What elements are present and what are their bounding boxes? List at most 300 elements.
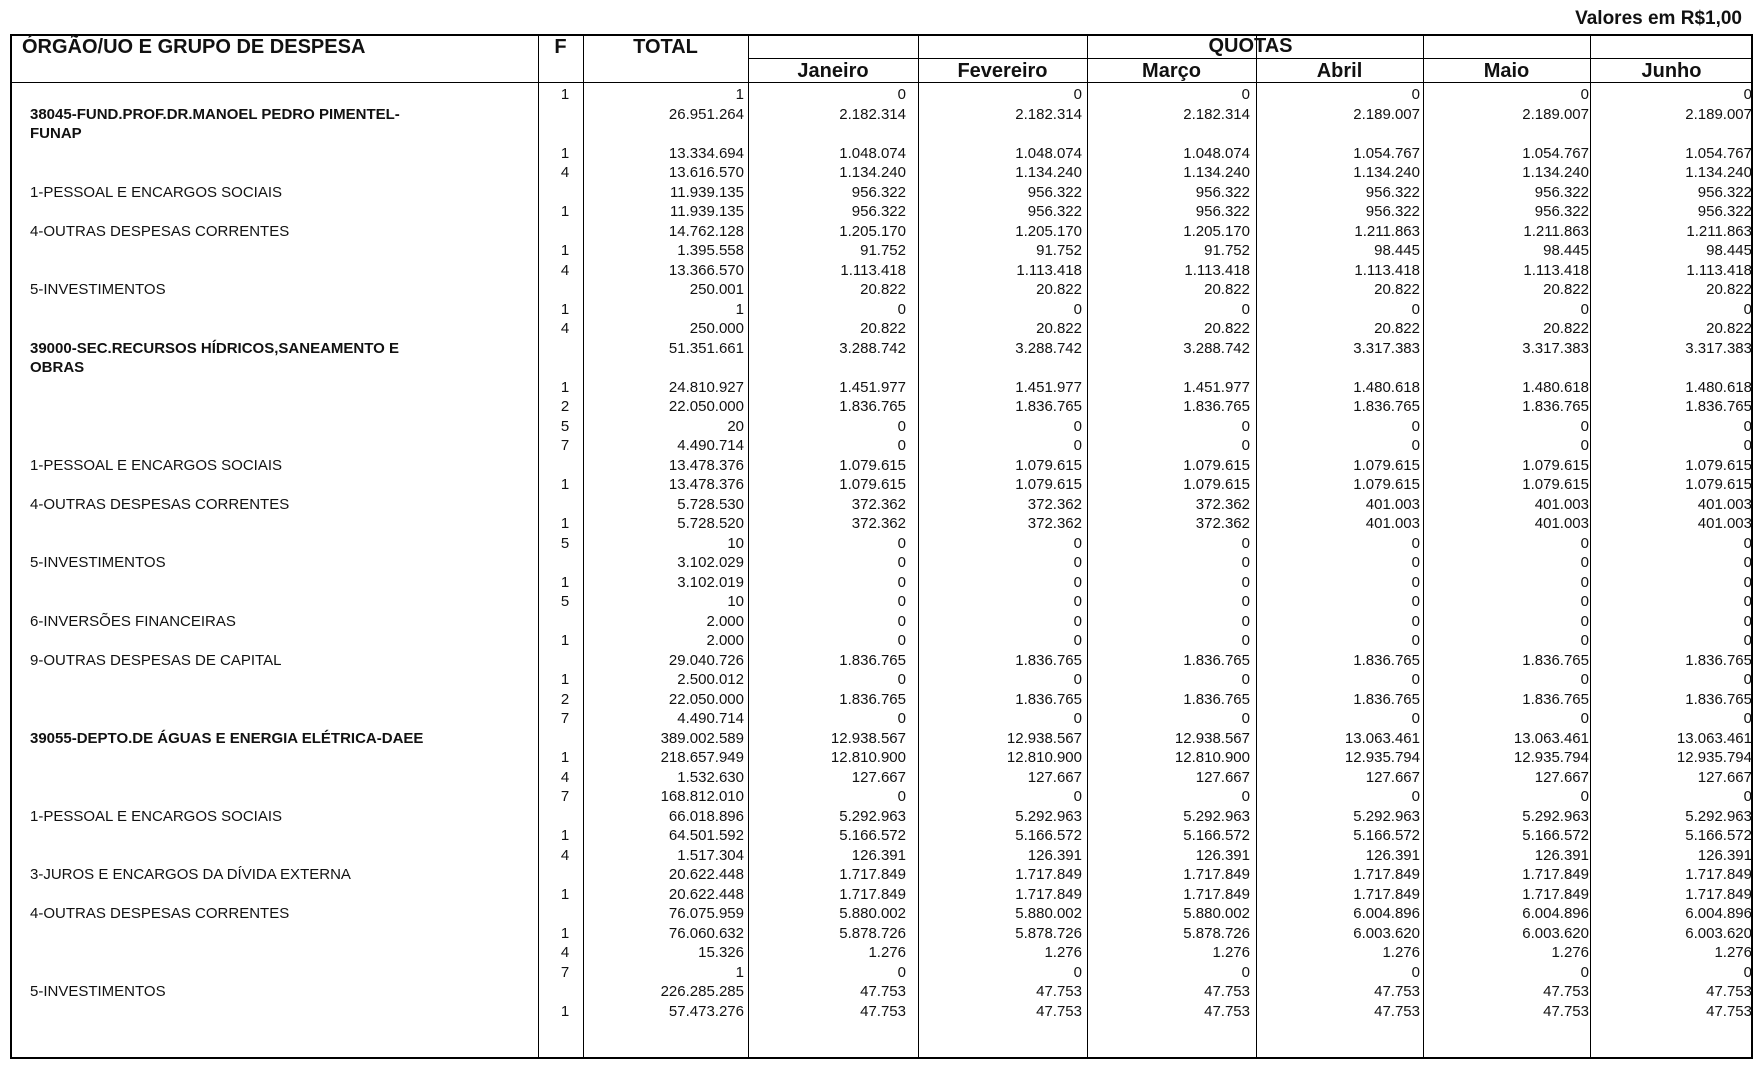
fonte-code: 1: [560, 300, 570, 318]
total-value: 4.490.714: [677, 710, 744, 727]
total-value: 3.102.019: [677, 573, 744, 591]
quota-value: 1.134.240: [1015, 164, 1082, 181]
fonte-code: 1: [560, 144, 570, 162]
quota-value: 0: [1743, 86, 1752, 103]
total-value: 1.532.630: [677, 768, 744, 786]
quota-value: 0: [1073, 437, 1082, 454]
quota-value: 956.322: [1027, 183, 1082, 201]
table-row: [12, 242, 1752, 262]
quota-value: 127.667: [1365, 768, 1420, 786]
table-row: [12, 418, 1752, 438]
total-value: 22.050.000: [668, 690, 744, 708]
quota-value: 956.322: [851, 183, 906, 201]
quota-value: 0: [1073, 573, 1082, 591]
quota-value: 3.317.383: [1522, 339, 1589, 357]
units-label: Valores em R$1,00: [1575, 8, 1742, 29]
fonte-code: 4: [560, 944, 570, 961]
quota-value: 0: [1411, 300, 1420, 318]
quota-value: 0: [1411, 417, 1420, 435]
quota-value: 47.753: [1543, 1002, 1589, 1020]
quota-value: 1.717.849: [1183, 866, 1250, 883]
quota-value: 0: [1073, 710, 1082, 727]
quota-value: 0: [1241, 788, 1250, 805]
quota-value: 12.810.900: [830, 749, 906, 766]
table-row: [12, 886, 1752, 906]
quota-value: 1.113.418: [1184, 261, 1250, 279]
quota-value: 126.391: [1195, 846, 1250, 864]
quota-value: 0: [1743, 554, 1752, 571]
quota-value: 0: [1073, 788, 1082, 805]
total-value: 76.060.632: [668, 924, 744, 942]
quota-value: 0: [897, 632, 906, 649]
quota-value: 0: [1743, 573, 1752, 591]
quota-value: 1.079.615: [839, 476, 906, 493]
total-value: 20: [727, 417, 744, 435]
quota-value: 3.317.383: [1685, 339, 1752, 357]
quota-value: 0: [1241, 300, 1250, 318]
total-value: 13.334.694: [668, 144, 744, 162]
quota-value: 2.189.007: [1353, 105, 1420, 123]
quota-value: 5.878.726: [1015, 924, 1082, 942]
table-row: [12, 262, 1752, 282]
quota-value: 127.667: [1027, 768, 1082, 786]
table-row: [12, 652, 1752, 672]
quota-value: 91.752: [1204, 242, 1250, 259]
header-month: Abril: [1316, 60, 1363, 82]
fonte-code: 1: [560, 476, 570, 493]
quota-value: 0: [1580, 612, 1589, 630]
total-value: 1.517.304: [677, 846, 744, 864]
fonte-code: 7: [560, 710, 570, 727]
total-value: 11.939.135: [670, 183, 744, 201]
quota-value: 0: [897, 671, 906, 688]
quota-value: 1.717.849: [1183, 885, 1250, 903]
quota-value: 1.276: [868, 944, 906, 961]
header-total: TOTAL: [633, 36, 698, 58]
quota-value: 5.880.002: [1015, 905, 1082, 922]
quota-value: 126.391: [1365, 846, 1420, 864]
row-label: 5-INVESTIMENTOS: [30, 983, 166, 1000]
total-value: 76.075.959: [668, 905, 744, 922]
quota-value: 13.063.461: [1344, 729, 1420, 747]
table-row: [12, 769, 1752, 789]
quota-value: 1.134.240: [1522, 164, 1589, 181]
quota-value: 1.836.765: [1685, 398, 1752, 415]
quota-value: 20.822: [1543, 320, 1589, 337]
total-value: 10: [727, 593, 744, 610]
row-label: 1-PESSOAL E ENCARGOS SOCIAIS: [30, 807, 283, 825]
row-label: 1-PESSOAL E ENCARGOS SOCIAIS: [30, 456, 283, 474]
quota-value: 0: [1411, 86, 1420, 103]
quota-value: 956.322: [1027, 203, 1082, 220]
quota-value: 1.480.618: [1353, 378, 1420, 396]
total-value: 26.951.264: [668, 105, 744, 123]
total-value: 10: [727, 534, 744, 552]
row-label: 5-INVESTIMENTOS: [30, 281, 166, 298]
total-value: 226.285.285: [660, 983, 744, 1000]
quota-value: 12.938.567: [1006, 729, 1082, 747]
quota-value: 127.667: [1697, 768, 1752, 786]
quota-value: 1.717.849: [839, 885, 906, 903]
table-row: [12, 320, 1752, 340]
quota-value: 401.003: [1534, 515, 1589, 532]
quota-value: 0: [1580, 417, 1589, 435]
quota-value: 1.211.863: [1686, 222, 1752, 240]
quota-value: 47.753: [1374, 983, 1420, 1000]
fonte-code: 5: [560, 417, 570, 435]
quota-value: 1.276: [1044, 944, 1082, 961]
total-value: 51.351.661: [668, 339, 744, 357]
quota-value: 956.322: [1697, 183, 1752, 201]
quota-value: 20.822: [1706, 320, 1752, 337]
quota-value: 0: [1241, 593, 1250, 610]
header-month: Março: [1142, 60, 1201, 82]
quota-value: 0: [1241, 554, 1250, 571]
total-value: 250.001: [689, 281, 744, 298]
quota-value: 0: [1743, 612, 1752, 630]
quota-value: 5.292.963: [1015, 807, 1082, 825]
fonte-code: 2: [560, 398, 570, 415]
quota-value: 5.292.963: [1353, 807, 1420, 825]
quota-value: 0: [1580, 671, 1589, 688]
table-row: [12, 203, 1752, 223]
quota-value: 6.004.896: [1353, 905, 1420, 922]
total-value: 64.501.592: [668, 827, 744, 844]
table-row: [12, 983, 1752, 1003]
quota-value: 1.836.765: [839, 690, 906, 708]
quota-value: 98.445: [1374, 242, 1420, 259]
quota-value: 1.211.863: [1354, 222, 1420, 240]
quota-value: 0: [1241, 612, 1250, 630]
table-row: [12, 301, 1752, 321]
row-label: 38045-FUND.PROF.DR.MANOEL PEDRO PIMENTEL-: [30, 105, 400, 123]
quota-value: 5.880.002: [1183, 905, 1250, 922]
table-row: [12, 964, 1752, 984]
quota-value: 1.836.765: [1183, 690, 1250, 708]
fonte-code: 1: [560, 671, 570, 688]
quota-value: 5.292.963: [1685, 807, 1752, 825]
quota-value: 1.717.849: [1353, 866, 1420, 883]
quota-value: 6.004.896: [1685, 905, 1752, 922]
quota-value: 126.391: [1697, 846, 1752, 864]
quota-value: 126.391: [1027, 846, 1082, 864]
quota-value: 1.079.615: [1015, 476, 1082, 493]
quota-value: 0: [1073, 417, 1082, 435]
quota-value: 1.836.765: [1353, 651, 1420, 669]
quota-value: 1.048.074: [839, 144, 906, 162]
quota-value: 1.717.849: [1015, 866, 1082, 883]
quota-value: 20.822: [860, 320, 906, 337]
quota-value: 5.166.572: [1522, 827, 1589, 844]
quota-value: 1.134.240: [839, 164, 906, 181]
quota-value: 0: [1411, 554, 1420, 571]
table-row: [12, 613, 1752, 633]
quota-value: 0: [1580, 86, 1589, 103]
quota-value: 956.322: [1365, 203, 1420, 220]
quota-value: 0: [897, 788, 906, 805]
quota-value: 1.836.765: [1522, 690, 1589, 708]
quota-value: 1.836.765: [1685, 651, 1752, 669]
row-label: 4-OUTRAS DESPESAS CORRENTES: [30, 495, 290, 513]
total-value: 11.939.135: [670, 203, 744, 220]
quota-value: 5.166.572: [1183, 827, 1250, 844]
quota-value: 956.322: [1534, 203, 1589, 220]
quota-value: 5.292.963: [1522, 807, 1589, 825]
table-row: [12, 554, 1752, 574]
header-month: Junho: [1641, 60, 1702, 82]
table-row: [12, 476, 1752, 496]
table-row: [12, 574, 1752, 594]
quota-value: 1.836.765: [839, 651, 906, 669]
fonte-code: 1: [560, 827, 570, 844]
quota-value: 20.822: [1204, 320, 1250, 337]
quota-value: 0: [1241, 417, 1250, 435]
quota-value: 0: [1743, 632, 1752, 649]
quota-value: 956.322: [1195, 203, 1250, 220]
quota-value: 3.288.742: [1183, 339, 1250, 357]
quota-value: 5.166.572: [1685, 827, 1752, 844]
quota-value: 0: [1241, 710, 1250, 727]
total-value: 389.002.589: [660, 729, 744, 747]
table-row: [12, 808, 1752, 828]
quota-value: 12.935.794: [1676, 749, 1752, 766]
row-label: 39055-DEPTO.DE ÁGUAS E ENERGIA ELÉTRICA-DAEE: [30, 729, 424, 747]
quota-value: 47.753: [1204, 1002, 1250, 1020]
quota-value: 0: [1743, 437, 1752, 454]
quota-value: 1.113.418: [1523, 261, 1589, 279]
quota-value: 3.288.742: [839, 339, 906, 357]
quota-value: 12.935.794: [1344, 749, 1420, 766]
quota-value: 98.445: [1706, 242, 1752, 259]
total-value: 1: [735, 300, 744, 318]
total-value: 14.762.128: [668, 222, 744, 240]
quota-value: 3.317.383: [1353, 339, 1420, 357]
quota-value: 1.836.765: [1522, 398, 1589, 415]
header-quotas: QUOTAS: [1208, 35, 1293, 57]
quota-value: 0: [1073, 612, 1082, 630]
quota-value: 1.836.765: [1183, 398, 1250, 415]
quota-value: 0: [1073, 534, 1082, 552]
quota-value: 20.822: [1706, 281, 1752, 298]
quota-value: 1.836.765: [1183, 651, 1250, 669]
quota-value: 126.391: [1534, 846, 1589, 864]
table-row: [12, 847, 1752, 867]
quota-value: 6.003.620: [1353, 924, 1420, 942]
quota-value: 0: [1241, 534, 1250, 552]
quota-value: 6.003.620: [1685, 924, 1752, 942]
table-row: [12, 730, 1752, 750]
quota-value: 3.288.742: [1015, 339, 1082, 357]
table-row: [12, 691, 1752, 711]
quota-value: 2.182.314: [839, 105, 906, 123]
quota-value: 0: [1411, 671, 1420, 688]
fonte-code: 1: [560, 86, 570, 103]
quota-value: 1.451.977: [1183, 378, 1250, 396]
quota-value: 13.063.461: [1513, 729, 1589, 747]
quota-value: 0: [1073, 593, 1082, 610]
fonte-code: 5: [560, 593, 570, 610]
quota-value: 126.391: [851, 846, 906, 864]
quota-value: 0: [897, 573, 906, 591]
quota-value: 127.667: [1534, 768, 1589, 786]
quota-value: 1.134.240: [1353, 164, 1420, 181]
quota-value: 0: [1743, 300, 1752, 318]
quota-value: 0: [1580, 554, 1589, 571]
quota-value: 12.935.794: [1513, 749, 1589, 766]
total-value: 13.478.376: [668, 476, 744, 493]
quota-value: 47.753: [1543, 983, 1589, 1000]
quota-value: 47.753: [1204, 983, 1250, 1000]
quota-value: 1.134.240: [1685, 164, 1752, 181]
row-label: 6-INVERSÕES FINANCEIRAS: [30, 612, 236, 630]
table-row: [12, 223, 1752, 243]
quota-value: 1.113.418: [840, 261, 906, 279]
row-label: 9-OUTRAS DESPESAS DE CAPITAL: [30, 651, 282, 669]
quota-value: 1.480.618: [1522, 378, 1589, 396]
quota-value: 1.451.977: [839, 378, 906, 396]
table-row: [12, 105, 1752, 142]
quota-value: 6.003.620: [1522, 924, 1589, 942]
quota-value: 91.752: [1036, 242, 1082, 259]
table-row: [12, 145, 1752, 165]
quota-value: 0: [1411, 593, 1420, 610]
quota-value: 0: [1411, 963, 1420, 981]
total-value: 57.473.276: [668, 1002, 744, 1020]
quota-value: 6.004.896: [1522, 905, 1589, 922]
fonte-code: 7: [560, 437, 570, 454]
quota-value: 2.182.314: [1183, 105, 1250, 123]
row-label-continuation: OBRAS: [30, 358, 85, 376]
quota-value: 47.753: [1374, 1002, 1420, 1020]
quota-value: 0: [1241, 963, 1250, 981]
total-value: 3.102.029: [677, 554, 744, 571]
quota-value: 5.880.002: [839, 905, 906, 922]
fonte-code: 1: [560, 1002, 570, 1020]
table-row: [12, 184, 1752, 204]
quota-value: 47.753: [1706, 983, 1752, 1000]
total-value: 4.490.714: [677, 437, 744, 454]
quota-value: 372.362: [851, 495, 906, 513]
quota-value: 0: [897, 300, 906, 318]
header-f: F: [554, 36, 567, 58]
quota-value: 1.717.849: [1685, 866, 1752, 883]
quota-value: 0: [1580, 300, 1589, 318]
table-row: [12, 437, 1752, 457]
quota-value: 401.003: [1365, 495, 1420, 513]
fonte-code: 2: [560, 690, 570, 708]
quota-value: 1.054.767: [1353, 144, 1420, 162]
quota-value: 20.822: [1374, 281, 1420, 298]
quota-value: 1.113.418: [1016, 261, 1082, 279]
table-row: [12, 281, 1752, 301]
quota-value: 47.753: [1036, 1002, 1082, 1020]
quota-value: 98.445: [1543, 242, 1589, 259]
table-row: [12, 164, 1752, 184]
quota-value: 0: [1411, 632, 1420, 649]
fonte-code: 1: [560, 885, 570, 903]
quota-value: 1.836.765: [839, 398, 906, 415]
quota-value: 20.822: [1204, 281, 1250, 298]
quota-value: 1.079.615: [1522, 456, 1589, 474]
quota-value: 12.938.567: [1174, 729, 1250, 747]
table-row: [12, 944, 1752, 964]
row-label: 39000-SEC.RECURSOS HÍDRICOS,SANEAMENTO E: [30, 339, 399, 357]
row-label: 1-PESSOAL E ENCARGOS SOCIAIS: [30, 183, 283, 201]
total-value: 250.000: [689, 320, 744, 337]
table-row: [12, 827, 1752, 847]
quota-value: 956.322: [1365, 183, 1420, 201]
quota-value: 372.362: [1195, 515, 1250, 532]
table-body: [12, 86, 1752, 1022]
total-value: 13.366.570: [668, 261, 744, 279]
quota-value: 0: [1411, 710, 1420, 727]
quota-value: 401.003: [1697, 515, 1752, 532]
fonte-code: 1: [560, 378, 570, 396]
total-value: 2.500.012: [677, 671, 744, 688]
header-month: Janeiro: [797, 60, 869, 82]
table-row: [12, 710, 1752, 730]
quota-value: 0: [1411, 612, 1420, 630]
quota-value: 5.166.572: [1353, 827, 1420, 844]
quota-value: 1.048.074: [1015, 144, 1082, 162]
quota-value: 0: [1411, 534, 1420, 552]
table-row: [12, 866, 1752, 886]
total-value: 1: [735, 86, 744, 103]
quota-value: 20.822: [1036, 320, 1082, 337]
quota-value: 0: [1073, 300, 1082, 318]
quota-value: 20.822: [1374, 320, 1420, 337]
quota-value: 1.836.765: [1522, 651, 1589, 669]
quota-value: 1.480.618: [1685, 378, 1752, 396]
quota-value: 1.205.170: [839, 222, 906, 240]
fonte-code: 4: [560, 261, 570, 279]
table-row: [12, 496, 1752, 516]
total-value: 1.395.558: [677, 242, 744, 259]
quota-value: 0: [1580, 710, 1589, 727]
total-value: 20.622.448: [668, 866, 744, 883]
quota-value: 372.362: [1195, 495, 1250, 513]
table-row: [12, 379, 1752, 399]
quota-value: 47.753: [860, 1002, 906, 1020]
total-value: 13.478.376: [668, 456, 744, 474]
quota-value: 47.753: [1706, 1002, 1752, 1020]
quota-value: 0: [1743, 963, 1752, 981]
quota-value: 1.079.615: [1183, 476, 1250, 493]
quota-value: 372.362: [851, 515, 906, 532]
header-month: Fevereiro: [957, 60, 1048, 82]
quota-value: 1.836.765: [1015, 651, 1082, 669]
table-row: [12, 339, 1752, 376]
quota-value: 1.205.170: [1015, 222, 1082, 240]
quota-value: 0: [897, 963, 906, 981]
quota-value: 401.003: [1534, 495, 1589, 513]
quota-value: 1.079.615: [1685, 456, 1752, 474]
quota-value: 0: [897, 710, 906, 727]
total-value: 20.622.448: [668, 885, 744, 903]
quota-value: 1.717.849: [839, 866, 906, 883]
fonte-code: 1: [560, 632, 570, 649]
quota-value: 1.836.765: [1685, 690, 1752, 708]
quota-value: 0: [1411, 573, 1420, 591]
quota-value: 0: [1580, 534, 1589, 552]
quota-value: 20.822: [860, 281, 906, 298]
quota-value: 401.003: [1365, 515, 1420, 532]
quota-value: 2.189.007: [1522, 105, 1589, 123]
quota-value: 1.048.074: [1183, 144, 1250, 162]
quota-value: 1.836.765: [1353, 398, 1420, 415]
quota-value: 1.134.240: [1183, 164, 1250, 181]
table-row: [12, 632, 1752, 652]
